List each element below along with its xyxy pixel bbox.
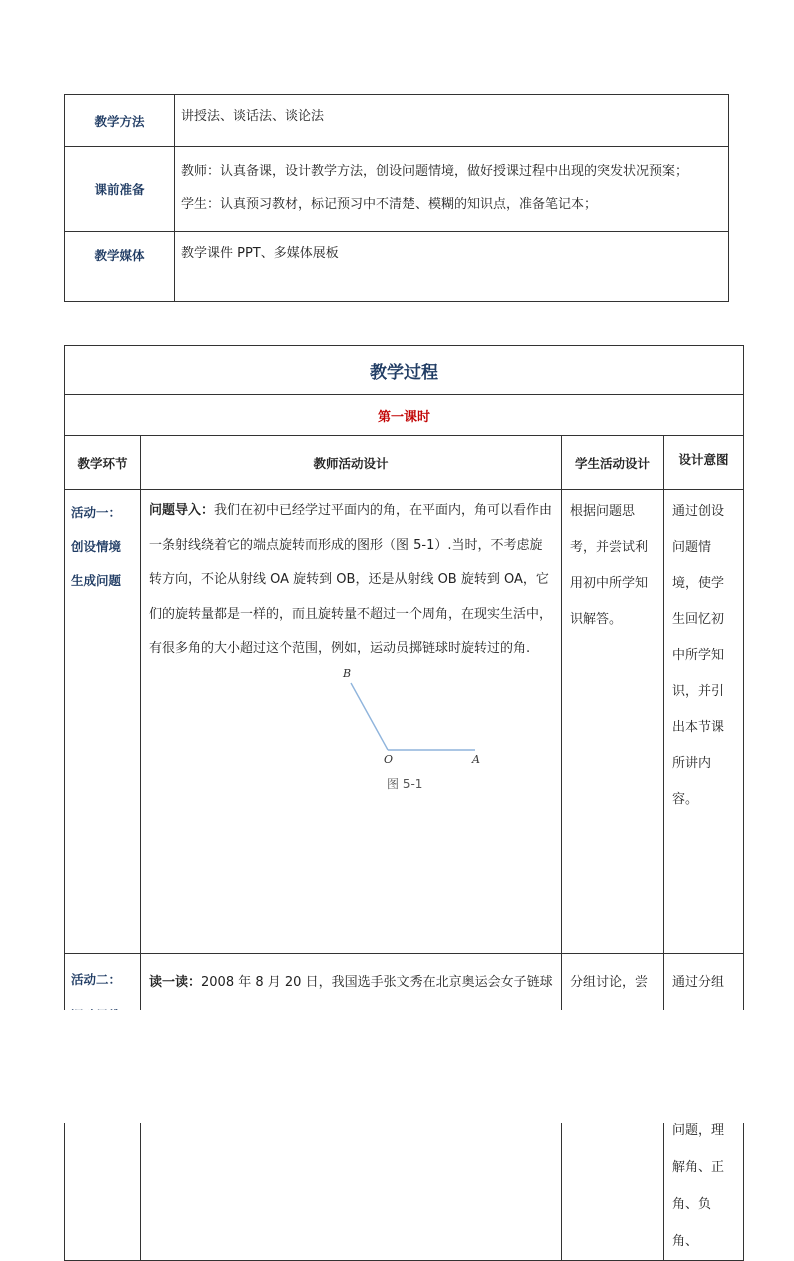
prep-student: 学生：认真预习教材，标记预习中不清楚、模糊的知识点，准备笔记本； bbox=[181, 197, 598, 212]
teacher-cell bbox=[141, 490, 562, 954]
teacher-body: 我们在初中已经学过平面内的角，在平面内，角可以看作由一条射线绕着它的端点旋转而形成的图形（图 5-1）.当时，不考虑旋转方向，不论从射线 OA 旋转到 OB，还是从射线 OB 旋转到 OA，它们的旋转量都是一样的，而且旋转量不超过一个周角，在现实生活中，有很多角的大小超过这个范围，例如，运动员掷链球时旋转过的角. bbox=[149, 503, 553, 656]
header-teacher: 教师活动设计 bbox=[141, 436, 562, 490]
info-table bbox=[64, 94, 729, 302]
teacher-body: 2008 年 8 月 20 日，我国选手张文秀在北京奥运会女子链球 bbox=[201, 975, 553, 990]
method-label: 教学方法 bbox=[65, 95, 175, 147]
teacher-lead: 问题导入： bbox=[149, 503, 215, 518]
angle-figure bbox=[141, 667, 561, 797]
media-label: 教学媒体 bbox=[65, 232, 175, 302]
intent-cell: 通过分组 问题，理解角、正角、负角、 bbox=[664, 954, 744, 1261]
header-stage: 教学环节 bbox=[65, 436, 141, 490]
student-cell: 分组讨论，尝 bbox=[562, 954, 664, 1261]
header-student: 学生活动设计 bbox=[562, 436, 664, 490]
prep-teacher: 教师：认真备课，设计教学方法，创设问题情境，做好授课过程中出现的突发状况预案； bbox=[181, 164, 689, 179]
media-value: 教学课件 PPT、多媒体展板 bbox=[175, 232, 729, 302]
page-cutoff bbox=[0, 1010, 794, 1123]
figure-caption: 图 5-1 bbox=[387, 776, 423, 791]
method-value: 讲授法、谈话法、谈论法 bbox=[175, 95, 729, 147]
point-b-label: B bbox=[343, 666, 352, 680]
stage-line: 活动一： bbox=[71, 505, 122, 520]
header-intent: 设计意图 bbox=[664, 436, 744, 490]
ray-ob bbox=[351, 683, 388, 750]
teacher-text bbox=[141, 490, 561, 667]
teacher-lead: 读一读： bbox=[149, 975, 202, 990]
prep-label: 课前准备 bbox=[65, 147, 175, 232]
process-table bbox=[64, 345, 744, 1261]
table-row bbox=[65, 490, 744, 954]
stage-cell bbox=[65, 490, 141, 954]
point-o-label: O bbox=[384, 752, 394, 766]
stage-line: 生成问题 bbox=[71, 573, 122, 588]
intent-cell: 通过创设问题情境，使学生回忆初中所学知识，并引出本节课所讲内容。 bbox=[664, 490, 744, 954]
lesson-subtitle: 第一课时 bbox=[65, 395, 744, 436]
student-cell: 根据问题思考，并尝试利用初中所学知识解答。 bbox=[562, 490, 664, 954]
point-a-label: A bbox=[472, 752, 480, 766]
angle-diagram bbox=[141, 667, 562, 767]
prep-value bbox=[175, 147, 729, 232]
stage-line: 创设情境 bbox=[71, 539, 122, 554]
stage-line: 活动二： bbox=[71, 972, 122, 987]
process-title: 教学过程 bbox=[65, 346, 744, 395]
